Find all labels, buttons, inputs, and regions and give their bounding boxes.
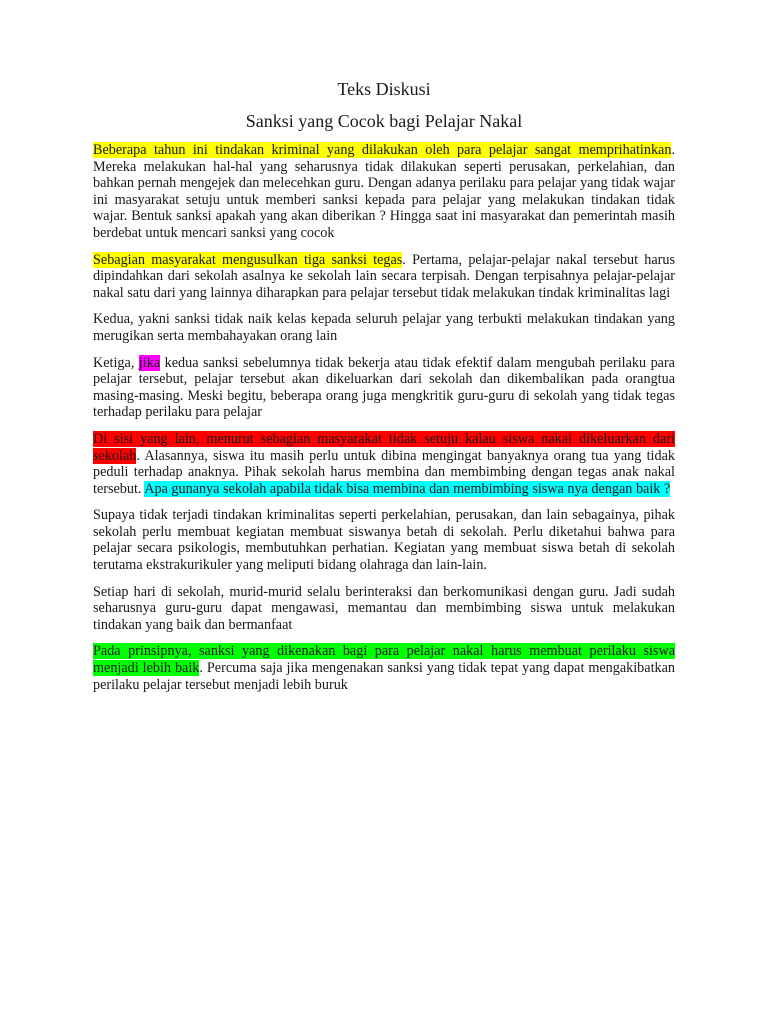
paragraph-8 <box>93 643 675 693</box>
paragraph-7: Setiap hari di sekolah, murid-murid selalu berinteraksi dan berkomunikasi dengan guru. Jadi sudah seharusnya guru-guru dapat mengawasi, memantau dan membimbing siswa untuk melakukan tindakan yang baik dan bermanfaat <box>93 583 675 633</box>
paragraph-text: . Pertama, pelajar-pelajar nakal tersebut harus dipindahkan dari sekolah asalnya ke sekolah lain secara terpisah. Dengan terpisahnya pelajar-pelajar nakal satu dari yang lainnya diharapkan para pelajar tersebut tidak melakukan tindak kriminalitas lagi <box>93 251 675 301</box>
paragraph-text: . Alasannya, siswa itu masih perlu untuk dibina mengingat banyaknya orang tua yang tidak peduli terhadap anaknya. Pihak sekolah harus membina dan membimbing dengan tegas anak nakal tersebut. <box>93 447 675 497</box>
highlight-cyan: Apa gunanya sekolah apabila tidak bisa membina dan membimbing siswa nya dengan baik ? <box>144 480 671 497</box>
document-subtitle: Sanksi yang Cocok bagi Pelajar Nakal <box>245 111 523 131</box>
document-page <box>93 78 675 703</box>
paragraph-2 <box>93 252 675 302</box>
paragraph-4 <box>93 355 675 421</box>
highlight-magenta: jika <box>138 354 161 371</box>
paragraph-3: Kedua, yakni sanksi tidak naik kelas kepada seluruh pelajar yang terbukti melakukan tindakan yang merugikan serta membahayakan orang lain <box>93 311 675 344</box>
highlight-red: Di sisi yang lain, menurut sebagian masyarakat tidak setuju kalau siswa nakal dikeluarkan dari sekolah <box>93 430 675 464</box>
paragraph-text: . Mereka melakukan hal-hal yang seharusnya tidak dilakukan seperti perusakan, perkelahian, dan bahkan pernah mengejek dan melecehkan guru. Dengan adanya perilaku para pelajar yang tidak wajar ini masyarakat setuju untuk memberi sanksi kepada para pelajar yang melakukan tindakan tidak wajar. Bentuk sanksi apakah yang akan diberikan ? Hingga saat ini masyarakat dan pemerintah masih berdebat untuk mencari sanksi yang cocok <box>93 142 675 241</box>
highlight-yellow: Sebagian masyarakat mengusulkan tiga sanksi tegas <box>93 251 403 268</box>
paragraph-6: Supaya tidak terjadi tindakan kriminalitas seperti perkelahian, perusakan, dan lain sebagainya, pihak sekolah perlu membuat kegiatan membuat siswanya betah di sekolah. Perlu diketahui bahwa para pelajar secara psikologis, membutuhkan perhatian. Kegiatan yang membuat siswa betah di sekolah terutama ekstrakurikuler yang meliputi bidang olahraga dan lain-lain. <box>93 507 675 574</box>
paragraph-text: . Percuma saja jika mengenakan sanksi yang tidak tepat yang dapat mengakibatkan perilaku pelajar tersebut menjadi lebih buruk <box>93 660 676 693</box>
paragraph-1 <box>93 142 675 242</box>
paragraph-text: kedua sanksi sebelumnya tidak bekerja atau tidak efektif dalam mengubah perilaku para pelajar tersebut, pelajar tersebut akan dikeluarkan dari sekolah dan dikembalikan pada orangtua masing-masing. Meski begitu, beberapa orang juga mengkritik guru-guru di sekolah yang tidak tegas terhadap perilaku para pelajar <box>93 354 675 421</box>
paragraph-5 <box>93 431 675 497</box>
document-title: Teks Diskusi <box>337 79 431 99</box>
highlight-green: Pada prinsipnya, sanksi yang dikenakan bagi para pelajar nakal harus membuat perilaku siswa menjadi lebih baik <box>93 643 675 677</box>
paragraph-text: Ketiga, <box>93 354 139 371</box>
highlight-yellow: Beberapa tahun ini tindakan kriminal yang dilakukan oleh para pelajar sangat memprihatinkan <box>93 142 672 158</box>
